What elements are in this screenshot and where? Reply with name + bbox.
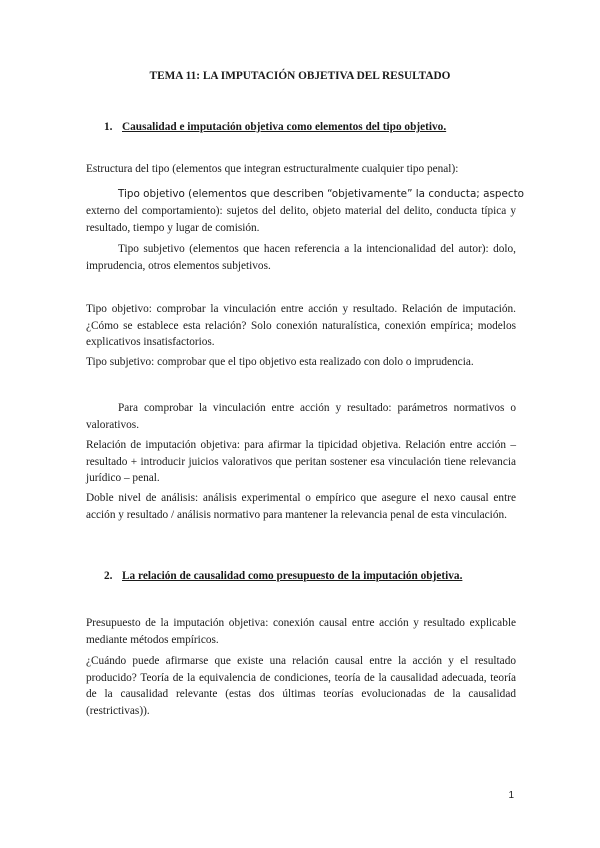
paragraph-tipo-objetivo-first-line: Tipo objetivo (elementos que describen “objetivamente” la conducta; aspecto: [118, 188, 525, 200]
page-number: 1: [508, 790, 514, 801]
section-1-title: Causalidad e imputación objetiva como elementos del tipo objetivo.: [122, 121, 447, 133]
section-1-number: 1.: [104, 121, 113, 133]
paragraph-structure: Estructura del tipo (elementos que integran estructuralmente cualquier tipo penal):: [86, 163, 459, 175]
paragraph-cuando: ¿Cuándo puede afirmarse que existe una relación causal entre la acción y el resultado producido? Teoría de la equivalencia de condiciones, teoría de la causalidad adecuada, teoría de la causalidad relevante (estas dos últimas teorías evolucionadas de la causalidad (restrictivas)).: [86, 655, 516, 717]
document-title: TEMA 11: LA IMPUTACIÓN OBJETIVA DEL RESULTADO: [149, 70, 451, 82]
paragraph-presupuesto: Presupuesto de la imputación objetiva: conexión causal entre acción y resultado explicable mediante métodos empíricos.: [86, 617, 516, 646]
section-2-title: La relación de causalidad como presupuesto de la imputación objetiva.: [122, 570, 463, 582]
paragraph-tipo-objetivo: externo del comportamiento): sujetos del delito, objeto material del delito, conducta típica y resultado, tiempo y lugar de comisión.: [86, 205, 516, 234]
paragraph-comprobar-vinculacion: Tipo objetivo: comprobar la vinculación entre acción y resultado. Relación de imputación. ¿Cómo se establece esta relación? Solo conexión naturalística, conexión empírica; modelos explicativos insatisfactorios.: [86, 303, 516, 348]
paragraph-parametros: Para comprobar la vinculación entre acción y resultado: parámetros normativos o valorativos.: [86, 402, 516, 431]
paragraph-doble-nivel: Doble nivel de análisis: análisis experimental o empírico que asegure el nexo causal entre acción y resultado / análisis normativo para mantener la relevancia penal de esta vinculación.: [86, 492, 516, 521]
section-2-number: 2.: [104, 570, 113, 582]
paragraph-relacion-imputacion: Relación de imputación objetiva: para afirmar la tipicidad objetiva. Relación entre acción – resultado + introducir juicios valorativos que peritan sostener esa vinculación tiene relevancia jurídico – penal.: [86, 439, 516, 484]
paragraph-tipo-subjetivo: Tipo subjetivo (elementos que hacen referencia a la intencionalidad del autor): dolo, imprudencia, otros elementos subjetivos.: [86, 243, 516, 272]
paragraph-tipo-subjetivo-comprobar: Tipo subjetivo: comprobar que el tipo objetivo esta realizado con dolo o imprudencia.: [86, 356, 474, 368]
section-2-heading: [104, 570, 462, 582]
section-1-heading: [104, 121, 446, 133]
